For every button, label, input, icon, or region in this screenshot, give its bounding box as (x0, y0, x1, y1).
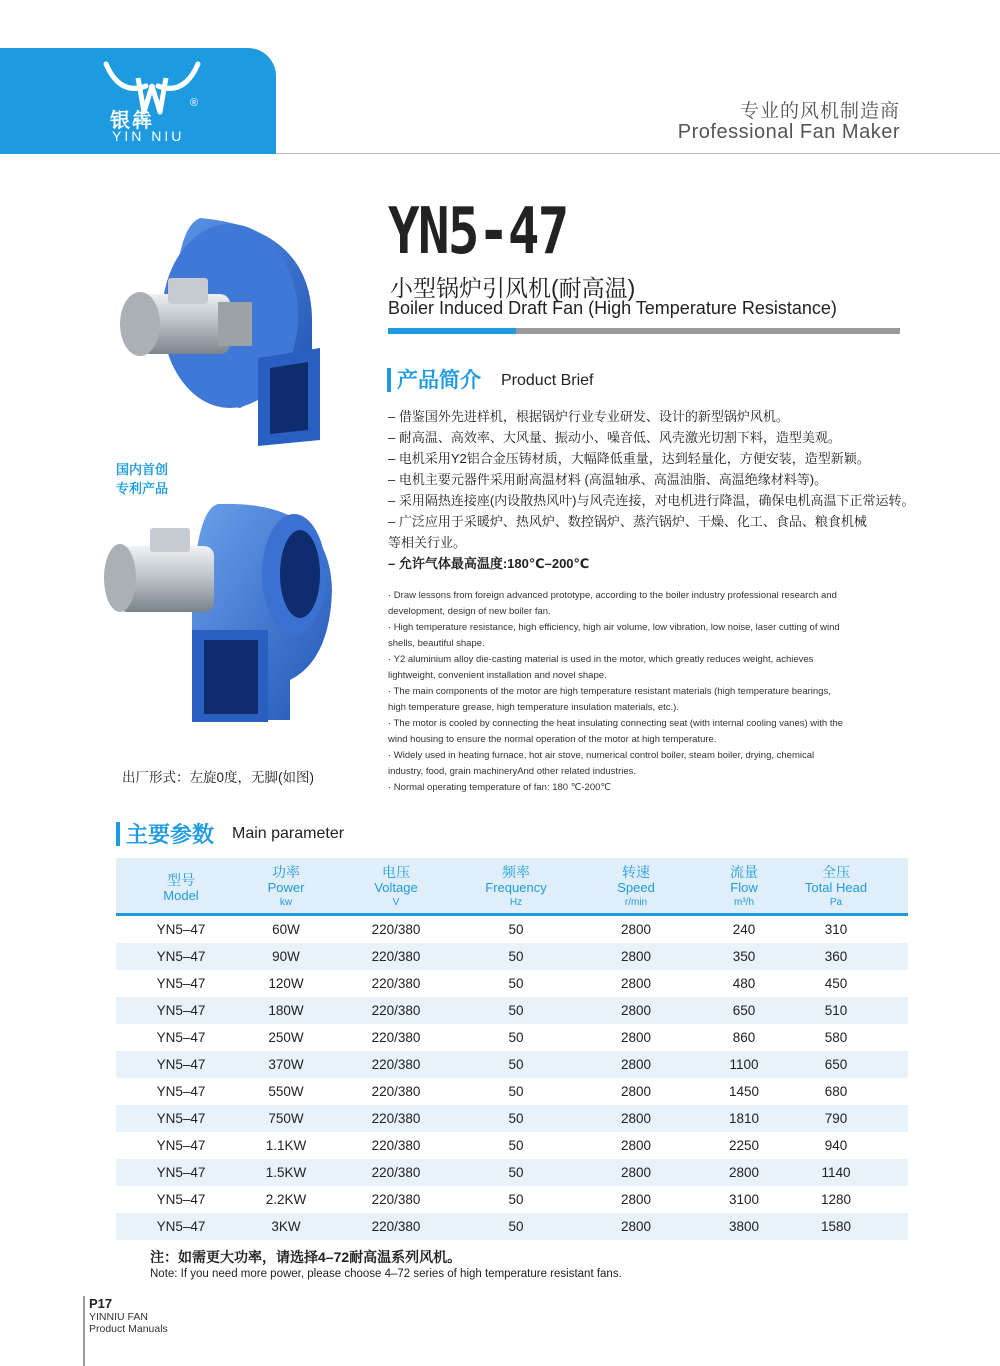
brief-cn-line: – 电机采用Y2铝合金压铸材质，大幅降低重量，达到轻量化，方便安装，造型新颖。 (388, 451, 870, 466)
brief-title-cn: 产品简介 (397, 369, 481, 392)
tagline-cn: 专业的风机制造商 (739, 101, 900, 122)
table-cell: YN5–47 (156, 922, 206, 937)
brief-cn-line: – 广泛应用于采暖炉、热风炉、数控锅炉、蒸汽锅炉、干燥、化工、食品、粮食机械 (388, 514, 867, 529)
table-cell: 790 (824, 1111, 848, 1126)
col-header-frequency: 频率 Frequency Hz (485, 864, 547, 908)
brief-cn-line: – 耐高温、高效率、大风量、振动小、噪音低、风壳激光切割下料，造型美观。 (388, 430, 841, 445)
logo-cn: 银犇 (110, 110, 154, 132)
col-header-total-head: 全压 Total Head Pa (804, 864, 868, 908)
table-cell: 1450 (728, 1084, 760, 1099)
table-cell: 1100 (729, 1057, 759, 1072)
registered-mark: ® (190, 97, 199, 109)
brief-en-line: · High temperature resistance, high efficiency, high air volume, low vibration, low noise, laser cutting of wind (388, 622, 840, 633)
patent-line-2: 专利产品 (116, 481, 169, 496)
col-header-flow: 流量 Flow m³/h (730, 864, 758, 908)
param-title-cn: 主要参数 (126, 822, 215, 847)
table-cell: 220/380 (371, 949, 421, 964)
table-cell: 510 (824, 1003, 848, 1018)
table-cell: 50 (508, 1084, 524, 1099)
table-cell: 940 (824, 1138, 848, 1153)
table-cell: 1.1KW (265, 1138, 307, 1153)
col-header-model: 型号 Model (163, 872, 199, 903)
brief-en-line: · Normal operating temperature of fan: 180 ℃-200℃ (388, 782, 612, 793)
col-header-voltage: 电压 Voltage V (374, 864, 418, 908)
table-cell: 860 (732, 1030, 756, 1045)
fan-image-bottom (100, 490, 340, 750)
table-cell: 480 (732, 976, 756, 991)
table-cell: 2800 (620, 976, 652, 991)
table-cell: 50 (508, 976, 524, 991)
table-cell: YN5–47 (156, 1165, 206, 1180)
brief-en-line: · Draw lessons from foreign advanced prototype, according to the boiler industry professional research and (388, 590, 837, 601)
table-cell: 580 (824, 1030, 848, 1045)
table-cell: 220/380 (371, 1030, 421, 1045)
table-cell: 3100 (728, 1192, 760, 1207)
table-row (116, 1186, 908, 1213)
table-cell: 3800 (728, 1219, 760, 1234)
table-cell: 750W (268, 1111, 304, 1126)
table-cell: YN5–47 (156, 1111, 206, 1126)
table-cell: 50 (508, 1030, 524, 1045)
table-header (116, 858, 908, 916)
table-cell: YN5–47 (156, 1003, 206, 1018)
table-cell: 50 (508, 1165, 524, 1180)
table-cell: YN5–47 (156, 1138, 206, 1153)
table-cell: YN5–47 (156, 1219, 206, 1234)
table-cell: 180W (268, 1003, 304, 1018)
table-row (116, 1132, 908, 1159)
table-cell: 220/380 (371, 1138, 421, 1153)
table-cell: YN5–47 (156, 1084, 206, 1099)
brief-title-en: Product Brief (501, 372, 594, 389)
table-cell: 1140 (821, 1165, 851, 1180)
brief-marker (387, 368, 391, 392)
table-cell: 220/380 (371, 1111, 421, 1126)
subtitle-cn: 小型锅炉引风机(耐高温) (390, 275, 636, 301)
brief-en-line: shells, beautiful shape. (388, 638, 485, 649)
table-cell: 2800 (620, 1111, 652, 1126)
table-row (116, 997, 908, 1024)
table-cell: 360 (824, 949, 848, 964)
table-row (116, 1024, 908, 1051)
brief-en-line: · Widely used in heating furnace, hot air stove, numerical control boiler, steam boiler, drying, chemical (388, 750, 815, 761)
brief-cn-line: – 电机主要元器件采用耐高温材料 (高温轴承、高温油脂、高温绝缘材料等)。 (388, 472, 828, 487)
brief-en-line: · The motor is cooled by connecting the heat insulating connecting seat (with internal cooling vanes) with the (388, 718, 844, 729)
table-cell: 2800 (620, 1057, 652, 1072)
table-row (116, 1105, 908, 1132)
table-cell: 220/380 (371, 1219, 421, 1234)
brief-cn-line: – 借鉴国外先进样机，根据锅炉行业专业研发、设计的新型锅炉风机。 (388, 409, 789, 424)
brief-en-line: · Y2 aluminium alloy die-casting material is used in the motor, which greatly reduces weight, achieves (388, 654, 814, 665)
brief-en-line: development, design of new boiler fan. (388, 606, 551, 617)
table-cell: YN5–47 (156, 1030, 206, 1045)
table-cell: 2800 (620, 1165, 652, 1180)
table-cell: 370W (268, 1057, 304, 1072)
param-marker (116, 822, 120, 846)
table-cell: 2800 (620, 922, 652, 937)
table-cell: 2800 (728, 1165, 760, 1180)
table-cell: 50 (508, 949, 524, 964)
note-en: Note: If you need more power, please choose 4–72 series of high temperature resistant fans. (150, 1268, 622, 1280)
brief-en-line: wind housing to ensure the normal operation of the motor at high temperature. (388, 734, 717, 745)
page-number: P17 (89, 1296, 113, 1311)
table-cell: 3KW (271, 1219, 301, 1234)
brief-en-line: · The main components of the motor are high temperature resistant materials (high temperature bearings, (388, 686, 831, 697)
footer-brand: YINNIU FAN (89, 1311, 148, 1323)
table-row (116, 1078, 908, 1105)
table-cell: 2250 (728, 1138, 760, 1153)
col-header-speed: 转速 Speed r/min (617, 864, 655, 908)
table-cell: 50 (508, 1192, 524, 1207)
table-row (116, 1159, 908, 1186)
table-cell: 50 (508, 1003, 524, 1018)
brief-en-line: industry, food, grain machineryAnd other related industries. (388, 766, 637, 777)
table-cell: 50 (508, 1219, 524, 1234)
subtitle-en: Boiler Induced Draft Fan (High Temperature Resistance) (388, 298, 837, 318)
table-row (116, 943, 908, 970)
footer-doc: Product Manuals (89, 1323, 168, 1335)
table-cell: 220/380 (371, 1165, 421, 1180)
table-cell: 50 (508, 1138, 524, 1153)
brief-cn-line: – 采用隔热连接座(内设散热风叶)与风壳连接，对电机进行降温，确保电机高温下正常运转。 (388, 493, 915, 508)
table-cell: 90W (272, 949, 300, 964)
table-cell: 1280 (820, 1192, 852, 1207)
table-cell: 680 (824, 1084, 848, 1099)
fan-image-top (80, 208, 330, 458)
table-cell: 2800 (620, 1192, 652, 1207)
table-cell: 220/380 (371, 976, 421, 991)
param-title-en: Main parameter (232, 825, 345, 842)
table-cell: 2800 (620, 949, 652, 964)
table-cell: YN5–47 (156, 949, 206, 964)
table-cell: 450 (824, 976, 848, 991)
table-row (116, 916, 908, 943)
table-cell: 650 (732, 1003, 756, 1018)
table-row (116, 1051, 908, 1078)
table-cell: 2800 (620, 1003, 652, 1018)
title-underline-accent (388, 328, 516, 334)
table-row (116, 1213, 908, 1240)
col-header-power: 功率 Power kw (267, 864, 305, 908)
table-cell: YN5–47 (156, 1192, 206, 1207)
table-cell: 220/380 (371, 1003, 421, 1018)
table-cell: 2800 (620, 1030, 652, 1045)
table-cell: YN5–47 (156, 976, 206, 991)
table-cell: 2800 (620, 1084, 652, 1099)
model-title: YN5-47 (388, 195, 568, 269)
table-cell: 60W (272, 922, 300, 937)
table-cell: 120W (268, 976, 304, 991)
table-cell: 240 (732, 922, 756, 937)
logo-en: YIN NIU (112, 128, 185, 144)
table-cell: 2.2KW (265, 1192, 307, 1207)
table-cell: 220/380 (371, 1057, 421, 1072)
factory-form: 出厂形式：左旋0度，无脚(如图) (122, 770, 314, 785)
table-cell: 1580 (820, 1219, 852, 1234)
table-cell: 220/380 (371, 1084, 421, 1099)
brief-en-line: lightweight, convenient installation and novel shape. (388, 670, 607, 681)
brief-en-line: high temperature grease, high temperature insulation materials, etc.). (388, 702, 679, 713)
table-cell: 1810 (728, 1111, 760, 1126)
table-cell: 220/380 (371, 1192, 421, 1207)
table-row (116, 970, 908, 997)
tagline-en: Professional Fan Maker (677, 121, 900, 143)
table-cell: 310 (824, 922, 848, 937)
note-cn: 注：如需更大功率，请选择4–72耐高温系列风机。 (150, 1249, 462, 1265)
table-cell: 2800 (620, 1138, 652, 1153)
table-cell: 1.5KW (265, 1165, 307, 1180)
table-cell: 50 (508, 1057, 524, 1072)
patent-line-1: 国内首创 (116, 462, 169, 477)
table-cell: 550W (268, 1084, 304, 1099)
table-cell: 50 (508, 922, 524, 937)
header-divider (276, 153, 1000, 154)
table-cell: 50 (508, 1111, 524, 1126)
table-cell: 650 (824, 1057, 848, 1072)
table-cell: YN5–47 (156, 1057, 206, 1072)
table-cell: 250W (268, 1030, 304, 1045)
brief-cn-line: 等相关行业。 (388, 535, 467, 550)
table-cell: 220/380 (371, 922, 421, 937)
table-cell: 350 (732, 949, 756, 964)
brief-temp-line: – 允许气体最高温度:180℃–200℃ (388, 556, 590, 571)
footer-divider (83, 1296, 85, 1366)
table-cell: 2800 (620, 1219, 652, 1234)
